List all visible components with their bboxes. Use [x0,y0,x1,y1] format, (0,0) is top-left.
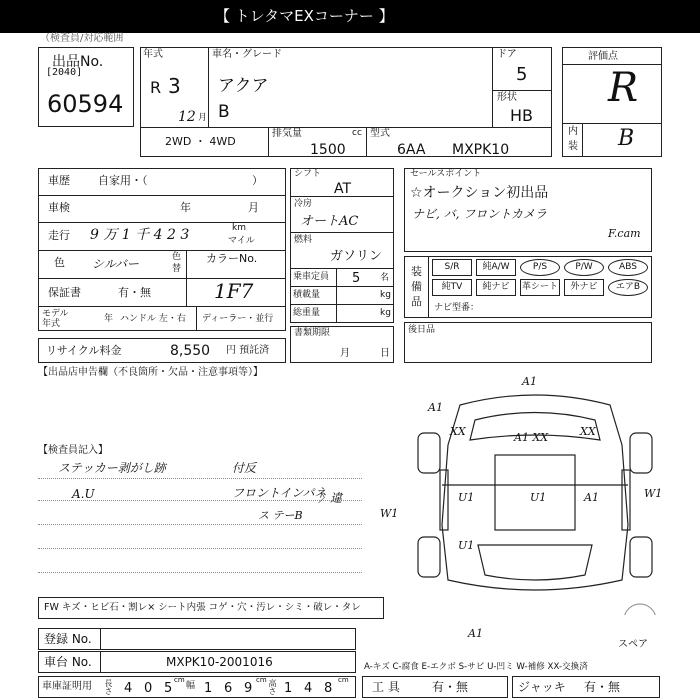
sales-headline: ☆オークション初出品 [410,185,549,201]
fuel-label: 燃料 [294,235,313,245]
damage-mark-xx-right: XX [580,425,596,438]
year-num: 3 [168,74,181,98]
capacity-unit: 名 [380,273,390,283]
jack-value: 有・無 [584,680,621,694]
inspector-note-1: ステッカー剥がし跡 [58,461,166,475]
grade-label: 評価点 [588,51,618,62]
damage-legend: A-キズ C-腐食 E-エクボ S-サビ U-凹ミ W-補修 XX-交換済 [364,662,588,672]
damage-mark-door-right: A1 [584,491,599,504]
damage-mark-rear: A1 [468,627,483,640]
length-d3: 5 [164,681,173,696]
aftermarket-label: 後日品 [408,325,436,335]
length-unit: cm [174,676,185,684]
month-value: 12 [178,109,196,125]
length-d1: 4 [124,681,133,696]
inspector-note-2: A.U [72,487,95,501]
displacement-label: 排気量 [272,128,302,139]
color-label: 色 [54,256,65,269]
inspector-note-4: フロントインパネ [232,486,327,500]
cooling-label: 冷房 [294,199,313,209]
lot-stamp: [2040] [46,67,83,78]
equip-sr: S/R [432,259,472,276]
damage-mark-hood: A1 XX [514,431,549,444]
inspection-month-unit: 月 [248,201,259,214]
aftermarket-box [404,322,652,363]
color-small-2: 替 [172,264,182,274]
equip-navi: 純ナビ [476,279,516,296]
inspection-year-unit: 年 [180,201,191,214]
car-name: アクア [218,76,269,96]
sales-label: セールスポイント [410,169,482,179]
capacity-label: 乗車定員 [293,272,330,282]
mileage-value: 9 万 1 千 4 2 3 [90,227,190,243]
damage-mark-rear-door: U1 [458,539,475,552]
equip-leather: 革シート [520,279,560,296]
spare-label: スペア [618,639,648,650]
load-label: 積載量 [293,290,321,300]
mileage-mile: マイル [228,236,255,246]
inspection-label: 車検 [48,201,70,214]
history-label: 車歴 [48,174,70,187]
equipment-label-2: 備 [411,280,422,293]
equip-tv: 純TV [432,279,472,296]
displacement-cc: cc [352,128,362,138]
damage-mark-door-left: U1 [458,491,475,504]
door-label: ドア [497,49,517,60]
equip-ps: P/S [520,259,560,276]
interior-grade: B [618,126,635,151]
year-label: 年式 [143,49,163,60]
model-year-label: モデル 年式 [42,309,69,329]
model-year-unit: 年 [104,314,114,324]
width-d3: 9 [244,681,253,696]
fuel-value: ガソリン [330,249,383,264]
color-value: シルバー [92,257,139,271]
damage-mark-w-right: W1 [644,487,663,500]
year-era: R [150,78,162,97]
shape-label: 形状 [497,92,517,103]
damage-mark-fl: A1 [428,401,443,414]
equip-extnavi: 外ナビ [564,279,604,296]
equip-pw: P/W [564,259,604,276]
declaration-label: 【出品店申告欄（不良箇所・欠品・注意事項等）】 [38,367,263,378]
chassis-value: MXPK10-2001016 [166,655,273,669]
warranty-value: 有・無 [118,286,151,299]
equipment-label-3: 品 [411,295,422,308]
dimensions-label: 車庫証明用 [42,681,92,692]
docs-label: 書類期限 [294,328,331,338]
tools-label: 工 具 [372,680,400,694]
weight-label: 総重量 [293,308,321,318]
model-label: 型式 [370,128,390,139]
recycle-label: リサイクル料金 [46,344,122,357]
height-d3: 8 [324,681,333,696]
length-d2: 0 [144,681,153,696]
grade-score: R [608,65,639,111]
sales-note-2: F.cam [608,227,641,240]
shift-value: AT [334,181,352,197]
height-d1: 1 [284,681,293,696]
capacity-value: 5 [352,271,361,286]
width-d2: 6 [224,681,233,696]
interior-label-2: 装 [568,141,578,152]
colorno-value: 1F7 [214,279,254,303]
drive-type: 2WD ・ 4WD [165,135,236,148]
docs-month: 月 [340,348,350,359]
damage-mark-w-left: W1 [380,507,399,520]
model-value: MXPK10 [452,142,510,158]
equip-alloy: 純A/W [476,259,516,276]
car-grade: B [218,102,230,122]
shape-value: HB [510,106,534,125]
header-title: 【 トレタマEXコーナー 】 [215,7,394,25]
history-close: ） [252,174,263,187]
color-small-1: 色 [172,252,182,262]
width-d1: 1 [204,681,213,696]
docs-day: 日 [380,348,390,359]
model-prefix: 6AA [397,142,426,158]
shift-label: シフト [294,169,322,179]
history-value: 自家用・（ [98,174,148,187]
month-unit: 月 [198,113,208,123]
equip-airbag: エアB [608,279,648,296]
handle-side: ハンドル 左・右 [120,314,186,324]
top-note: （検査員/対応範囲 [40,33,124,44]
name-label: 車名・グレード [212,49,282,60]
recycle-amount: 8,550 [170,343,211,359]
equipment-label-1: 装 [411,265,422,278]
damage-mark-xx-left: XX [450,425,466,438]
height-d2: 4 [304,681,313,696]
tools-value: 有・無 [432,680,469,694]
recycle-unit: 円 預託済 [226,345,270,356]
displacement-value: 1500 [310,142,346,158]
lot-number: 60594 [47,90,124,118]
length-label: 長さ [104,679,113,695]
inspector-label: 【検査員記入】 [38,445,108,456]
jack-label: ジャッキ [518,680,566,694]
damage-mark-front: A1 [522,375,537,388]
inspector-note-5: ス テーB [258,509,303,522]
load-unit: kg [380,290,391,300]
width-unit: cm [256,676,267,684]
lot-label: 出品No. [52,54,104,70]
navi-model-label: ナビ型番： [434,303,480,313]
inspector-note-6: 〉違 [318,491,343,505]
registration-label: 登録 No. [44,632,92,646]
weight-unit: kg [380,308,391,318]
interior-label-1: 内 [568,126,578,137]
height-unit: cm [338,676,349,684]
mileage-label: 走行 [48,229,70,242]
colorno-label: カラーNo. [206,252,258,265]
height-label: 高さ [268,679,277,695]
chassis-label: 車台 No. [44,655,92,669]
damage-mark-door-mid: U1 [530,491,547,504]
fw-text: FW キズ・ヒビ石・割レ× シート内張 コゲ・穴・汚レ・シミ・破レ・タレ [44,602,361,613]
mileage-km: km [232,223,246,233]
door-value: 5 [516,64,528,85]
warranty-label: 保証書 [48,286,81,299]
width-label: 幅 [186,681,196,691]
dealer-type: ディーラー・並行 [202,314,274,324]
cooling-value: オートAC [300,214,359,229]
sales-note-1: ナビ, バ, フロントカメラ [412,207,547,221]
equip-abs: ABS [608,259,648,276]
inspector-note-3: 付反 [232,461,257,475]
